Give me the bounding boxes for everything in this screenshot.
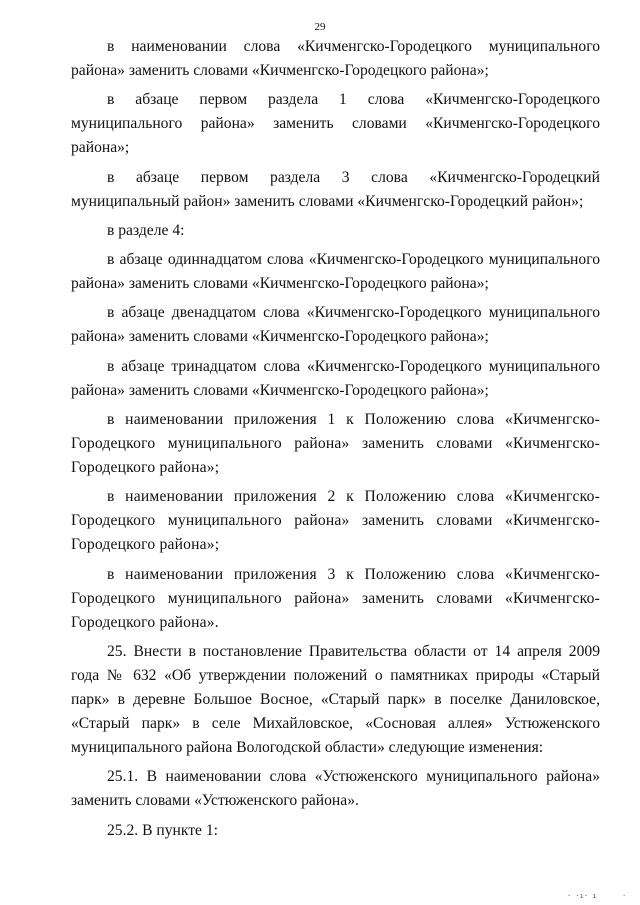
page-number: 29 bbox=[314, 21, 326, 33]
paragraph-4: в разделе 4: bbox=[107, 221, 185, 239]
paragraph-10: в наименовании приложения 3 к Положению слова «Кичменгско-Городецкого муниципального района» заменить словами «Кичменгско-Городецкого района». bbox=[71, 565, 600, 631]
paragraph-6: в абзаце двенадцатом слова «Кичменгско-Городецкого муниципального района» заменить словами «Кичменгско-Городецкого района»; bbox=[71, 304, 600, 346]
paragraph-5: в абзаце одиннадцатом слова «Кичменгско-Городецкого муниципального района» заменить словами «Кичменгско-Городецкого района»; bbox=[71, 251, 600, 293]
paragraph-12: 25.1. В наименовании слова «Устюженского муниципального района» заменить словами «Устюженского района». bbox=[71, 768, 600, 810]
paragraph-1: в наименовании слова «Кичменгско-Городецкого муниципального района» заменить словами «Кичменгско-Городецкого района»; bbox=[71, 38, 600, 79]
paragraph-13: 25.2. В пункте 1: bbox=[107, 821, 219, 839]
paragraph-8: в наименовании приложения 1 к Положению слова «Кичменгско-Городецкого муниципального района» заменить словами «Кичменгско-Городецкого района»; bbox=[71, 411, 600, 477]
paragraph-11: 25. Внести в постановление Правительства области от 14 апреля 2009 года № 632 «Об утверждении положений о памятниках природы «Старый парк» в деревне Большое Восное, «Старый парк» в поселке Даниловское, «Старый парк» в селе Михайловское, «Сосновая аллея» Устюженского муниципального района Вологодской области» следующие изменения: bbox=[71, 642, 600, 756]
paragraph-9: в наименовании приложения 2 к Положению слова «Кичменгско-Городецкого муниципального района» заменить словами «Кичменгско-Городецкого района»; bbox=[71, 488, 600, 554]
scan-mark-right: · bbox=[622, 892, 627, 900]
paragraph-7: в абзаце тринадцатом слова «Кичменгско-Городецкого муниципального района» заменить словами «Кичменгско-Городецкого района»; bbox=[71, 357, 600, 399]
paragraph-3: в абзаце первом раздела 3 слова «Кичменгско-Городецкий муниципальный район» заменить словами «Кичменгско-Городецкий район»; bbox=[71, 168, 600, 210]
document-body bbox=[71, 35, 600, 848]
scan-mark: · ·ı· ı bbox=[567, 892, 597, 900]
paragraph-2: в абзаце первом раздела 1 слова «Кичменгско-Городецкого муниципального района» заменить словами «Кичменгско-Городецкого района»; bbox=[71, 91, 600, 157]
